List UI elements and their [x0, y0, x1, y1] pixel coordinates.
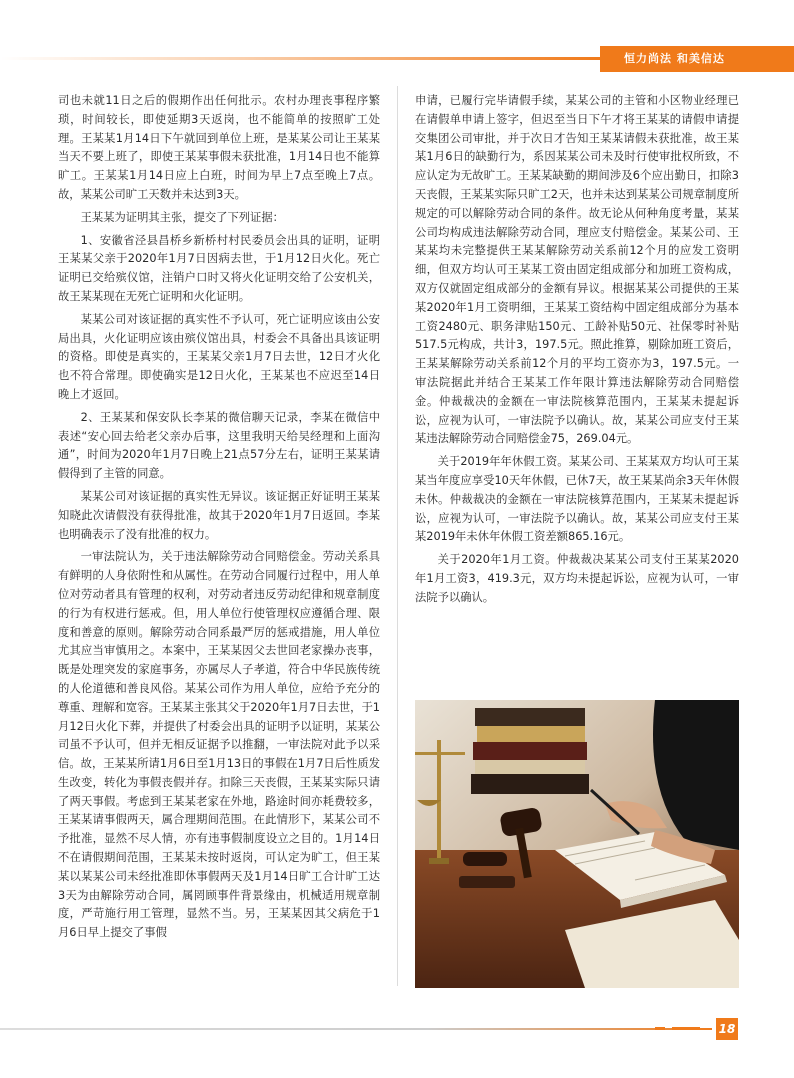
paragraph: 一审法院认为，关于违法解除劳动合同赔偿金。劳动关系具有鲜明的人身依附性和从属性。在劳动合同履行过程中，用人单位对劳动者具有管理的权利，对劳动者违反劳动纪律和规章制度的行为有权进行惩戒。但，用人单位行使管理权应遵循合理、限度和善意的原则。解除劳动合同系最严厉的惩戒措施，用人单位尤其应当审慎用之。本案中，王某某因父去世回老家操办丧事，既是处理突发的家庭事务，亦属尽人子孝道，符合中华民族传统的人伦道德和善良风俗。某某公司作为用人单位，应给予充分的尊重、理解和宽容。王某某主张其父于2020年1月7日去世，于1月12日火化下葬，并提供了村委会出具的证明予以证明，某某公司虽不予认可，但并无相反证据予以推翻，一审法院对此予以采信。故，王某某所请1月6日至1月13日的事假在1月7日后性质发生改变，转化为事假丧假并存。扣除三天丧假，王某某实际只请了两天事假。考虑到王某某老家在外地，路途时间亦耗费较多，王某某请事假两天，属合理期间范围。在此情形下，某某公司不予批准，显然不尽人情，亦有违事假制度设立之目的。1月14日不在请假期间范围，王某某未按时返岗，可认定为旷工，但王某某以某某公司未经批准即休事假两天及1月14日旷工合计旷工达3天为由解除劳动合同，属罔顾事件背景缘由，机械适用规章制度，严苛施行用工管理，显然不当。另，王某某因其父病危于1月6日早上提交了事假: [58, 550, 380, 940]
left-column: [58, 92, 380, 947]
judge-gavel-photo: [415, 700, 739, 988]
footer-accent: [672, 1027, 700, 1030]
header-rule: [0, 57, 600, 60]
paragraph: 司也未就11日之后的假期作出任何批示。农村办理丧事程序繁琐，时间较长，即使延期3天返岗，也不能简单的按照旷工处理。王某某1月14日下午就回到单位上班，是某某公司让王某某当天不要上班了，即使王某某事假未获批准，1月14日也不能算旷工。王某某1月14日应上白班，时间为早上7点至晚上7点。故，某某公司旷工天数并未达到3天。: [58, 94, 380, 201]
paragraph: 关于2020年1月工资。仲裁裁决某某公司支付王某某2020年1月工资3，419.3元，双方均未提起诉讼，应视为认可，一审法院予以确认。: [415, 553, 739, 604]
column-divider: [397, 86, 398, 986]
right-column: [415, 92, 739, 612]
footer-rule: [0, 1028, 712, 1030]
paragraph: 王某某为证明其主张，提交了下列证据：: [80, 210, 284, 224]
paragraph: 某某公司对该证据的真实性无异议。该证据正好证明王某某知晓此次请假没有获得批准，故其于2020年1月7日返回。李某也明确表示了没有批准的权力。: [58, 489, 380, 541]
footer-accent: [655, 1027, 665, 1030]
paragraph: 1、安徽省泾县昌桥乡新桥村村民委员会出具的证明，证明王某某父亲于2020年1月7日因病去世，于1月12日火化。死亡证明已交给殡仪馆，注销户口时又将火化证明交给了公安机关，故王某某现在无死亡证明和火化证明。: [58, 233, 380, 303]
paragraph: 关于2019年年休假工资。某某公司、王某某双方均认可王某某当年度应享受10天年休假，已休7天，故王某某尚余3天年休假未休。仲裁裁决的金额在一审法院核算范围内，王某某未提起诉讼，应视为认可，一审法院予以确认。故，某某公司应支付王某某2019年未休年休假工资差额865.16元。: [415, 455, 739, 544]
header-tagline: 恒力尚法 和美信达: [600, 46, 794, 72]
paragraph: 申请，已履行完毕请假手续，某某公司的主管和小区物业经理已在请假单申请上签字，但迟至当日下午才将王某某的请假申请提交集团公司审批，并于次日才告知王某某请假未获批准，故王某某1月6日的缺勤行为，系因某某公司未及时行使审批权所致，不应认定为无故旷工。王某某缺勤的期间涉及6个应出勤日，扣除3天丧假，王某某实际只旷工2天，也并未达到某某公司规章制度所规定的可以解除劳动合同的条件。故无论从何种角度考量，某某公司均构成违法解除劳动合同，理应支付赔偿金。某某公司、王某某均未完整提供王某某解除劳动关系前12个月的应发工资明细，但双方均认可王某某工资由固定组成部分和加班工资构成，双方仅就固定组成部分的金额有异议。根据某某公司提供的王某某2020年1月工资明细，王某某工资结构中固定组成部分为基本工资2480元、职务津贴150元、工龄补贴50元、社保零时补贴517.5元构成，共计3，197.5元。照此推算，剔除加班工资后，王某某解除劳动关系前12个月的平均工资亦为3，197.5元。一审法院据此并结合王某某工作年限计算违法解除劳动合同赔偿金。仲裁裁决的金额在一审法院核算范围内，王某某未提起诉讼，应视为认可，一审法院予以确认。故，某某公司应支付王某某违法解除劳动合同赔偿金75，269.04元。: [415, 94, 739, 446]
paragraph: 某某公司对该证据的真实性不予认可，死亡证明应该由公安局出具，火化证明应该由殡仪馆出具，村委会不具备出具该证明的资格。即使是真实的，王某某父亲1月7日去世，12日才火化也不符合常理。即使确实是12日火化，王某某也不应迟至14日晚上才返回。: [58, 312, 380, 401]
paragraph: 2、王某某和保安队长李某的微信聊天记录，李某在微信中表述“安心回去给老父亲办后事，这里我明天给吴经理和上面沟通”，时间为2020年1月7日晚上21点57分左右，证明王某某请假得到了主管的同意。: [58, 410, 380, 481]
page-number: 18: [716, 1018, 738, 1040]
